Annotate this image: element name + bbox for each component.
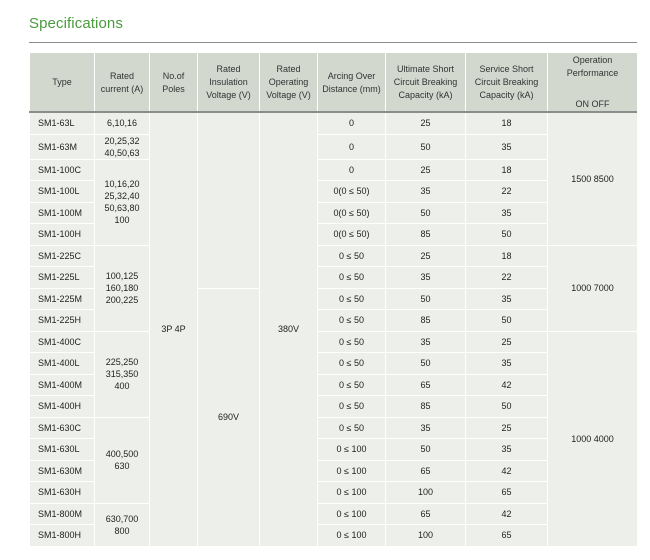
cell-ultimate: 50 <box>386 439 466 461</box>
cell-current: 100,125 160,180 200,225 <box>95 245 150 331</box>
cell-type: SM1-63M <box>30 134 95 159</box>
cell-type: SM1-100H <box>30 224 95 246</box>
header-divider <box>29 111 637 113</box>
cell-operating: 380V <box>260 113 318 547</box>
cell-service: 25 <box>466 417 548 439</box>
cell-type: SM1-400H <box>30 396 95 418</box>
cell-arcing: 0 <box>318 134 386 159</box>
cell-insulation: 690V <box>198 288 260 546</box>
cell-current: 20,25,32 40,50,63 <box>95 134 150 159</box>
header-operation-performance <box>548 53 638 113</box>
cell-ultimate: 50 <box>386 134 466 159</box>
table-row <box>30 159 638 181</box>
header-operation-label: Operation Performance <box>566 55 619 78</box>
table-header-row <box>30 53 638 113</box>
cell-ultimate: 25 <box>386 245 466 267</box>
cell-type: SM1-630H <box>30 482 95 504</box>
cell-ultimate: 35 <box>386 417 466 439</box>
cell-type: SM1-800H <box>30 525 95 547</box>
cell-ultimate: 35 <box>386 331 466 353</box>
cell-current: 225,250 315,350 400 <box>95 331 150 417</box>
cell-type: SM1-400L <box>30 353 95 375</box>
table-row <box>30 113 638 135</box>
cell-service: 18 <box>466 113 548 135</box>
cell-service: 50 <box>466 310 548 332</box>
cell-insulation <box>198 113 260 289</box>
cell-arcing: 0 <box>318 159 386 181</box>
cell-operation: 1500 8500 <box>548 113 638 246</box>
header-ultimate-capacity: Ultimate Short Circuit Breaking Capacity (kA) <box>386 53 466 113</box>
specifications-table <box>29 52 638 547</box>
cell-service: 50 <box>466 396 548 418</box>
cell-ultimate: 85 <box>386 310 466 332</box>
cell-type: SM1-225C <box>30 245 95 267</box>
cell-type: SM1-400M <box>30 374 95 396</box>
cell-service: 35 <box>466 353 548 375</box>
table-body <box>30 113 638 547</box>
cell-operation: 1000 4000 <box>548 331 638 546</box>
cell-arcing: 0 ≤ 50 <box>318 245 386 267</box>
cell-ultimate: 25 <box>386 113 466 135</box>
cell-arcing: 0(0 ≤ 50) <box>318 181 386 203</box>
header-operating-voltage: Rated Operating Voltage (V) <box>260 53 318 113</box>
cell-service: 25 <box>466 331 548 353</box>
header-service-capacity: Service Short Circuit Breaking Capacity (kA) <box>466 53 548 113</box>
cell-service: 42 <box>466 460 548 482</box>
cell-arcing: 0 ≤ 50 <box>318 417 386 439</box>
cell-current: 10,16,20 25,32,40 50,63,80 100 <box>95 159 150 245</box>
title-divider <box>29 42 637 43</box>
cell-arcing: 0 ≤ 50 <box>318 288 386 310</box>
cell-arcing: 0 ≤ 50 <box>318 267 386 289</box>
cell-arcing: 0 ≤ 50 <box>318 353 386 375</box>
cell-ultimate: 100 <box>386 482 466 504</box>
cell-type: SM1-630L <box>30 439 95 461</box>
cell-ultimate: 85 <box>386 396 466 418</box>
cell-service: 42 <box>466 503 548 525</box>
cell-arcing: 0 ≤ 100 <box>318 460 386 482</box>
cell-ultimate: 50 <box>386 353 466 375</box>
cell-type: SM1-63L <box>30 113 95 135</box>
cell-type: SM1-100M <box>30 202 95 224</box>
cell-operation: 1000 7000 <box>548 245 638 331</box>
cell-service: 22 <box>466 181 548 203</box>
table-row <box>30 245 638 267</box>
cell-service: 65 <box>466 482 548 504</box>
table-row <box>30 134 638 159</box>
cell-type: SM1-225L <box>30 267 95 289</box>
cell-ultimate: 85 <box>386 224 466 246</box>
cell-arcing: 0 ≤ 50 <box>318 396 386 418</box>
header-insulation-voltage: Rated Insulation Voltage (V) <box>198 53 260 113</box>
cell-service: 35 <box>466 202 548 224</box>
cell-arcing: 0 ≤ 100 <box>318 482 386 504</box>
table-row <box>30 331 638 353</box>
header-operation-sub: ON OFF <box>575 99 610 109</box>
cell-type: SM1-400C <box>30 331 95 353</box>
cell-service: 65 <box>466 525 548 547</box>
cell-service: 35 <box>466 288 548 310</box>
cell-ultimate: 50 <box>386 202 466 224</box>
page-title: Specifications <box>29 15 123 32</box>
cell-arcing: 0 ≤ 50 <box>318 310 386 332</box>
table-row <box>30 417 638 439</box>
cell-service: 22 <box>466 267 548 289</box>
cell-type: SM1-630M <box>30 460 95 482</box>
cell-type: SM1-100L <box>30 181 95 203</box>
cell-arcing: 0 ≤ 100 <box>318 503 386 525</box>
cell-type: SM1-800M <box>30 503 95 525</box>
cell-arcing: 0 <box>318 113 386 135</box>
cell-service: 35 <box>466 134 548 159</box>
header-poles: No.of Poles <box>150 53 198 113</box>
cell-arcing: 0 ≤ 50 <box>318 374 386 396</box>
cell-arcing: 0 ≤ 100 <box>318 439 386 461</box>
header-rated-current: Rated current (A) <box>95 53 150 113</box>
cell-type: SM1-225H <box>30 310 95 332</box>
cell-service: 18 <box>466 245 548 267</box>
cell-ultimate: 35 <box>386 181 466 203</box>
cell-ultimate: 50 <box>386 288 466 310</box>
cell-ultimate: 65 <box>386 460 466 482</box>
cell-type: SM1-225M <box>30 288 95 310</box>
cell-poles: 3P 4P <box>150 113 198 547</box>
cell-type: SM1-630C <box>30 417 95 439</box>
header-type: Type <box>30 53 95 113</box>
cell-ultimate: 100 <box>386 525 466 547</box>
cell-service: 18 <box>466 159 548 181</box>
cell-type: SM1-100C <box>30 159 95 181</box>
cell-current: 400,500 630 <box>95 417 150 503</box>
cell-current: 630,700 800 <box>95 503 150 546</box>
cell-service: 35 <box>466 439 548 461</box>
cell-service: 42 <box>466 374 548 396</box>
cell-current: 6,10,16 <box>95 113 150 135</box>
cell-ultimate: 25 <box>386 159 466 181</box>
cell-ultimate: 65 <box>386 503 466 525</box>
cell-arcing: 0(0 ≤ 50) <box>318 202 386 224</box>
table-row <box>30 503 638 525</box>
cell-ultimate: 65 <box>386 374 466 396</box>
cell-arcing: 0 ≤ 100 <box>318 525 386 547</box>
cell-arcing: 0 ≤ 50 <box>318 331 386 353</box>
cell-ultimate: 35 <box>386 267 466 289</box>
cell-service: 50 <box>466 224 548 246</box>
cell-arcing: 0(0 ≤ 50) <box>318 224 386 246</box>
header-arcing-distance: Arcing Over Distance (mm) <box>318 53 386 113</box>
